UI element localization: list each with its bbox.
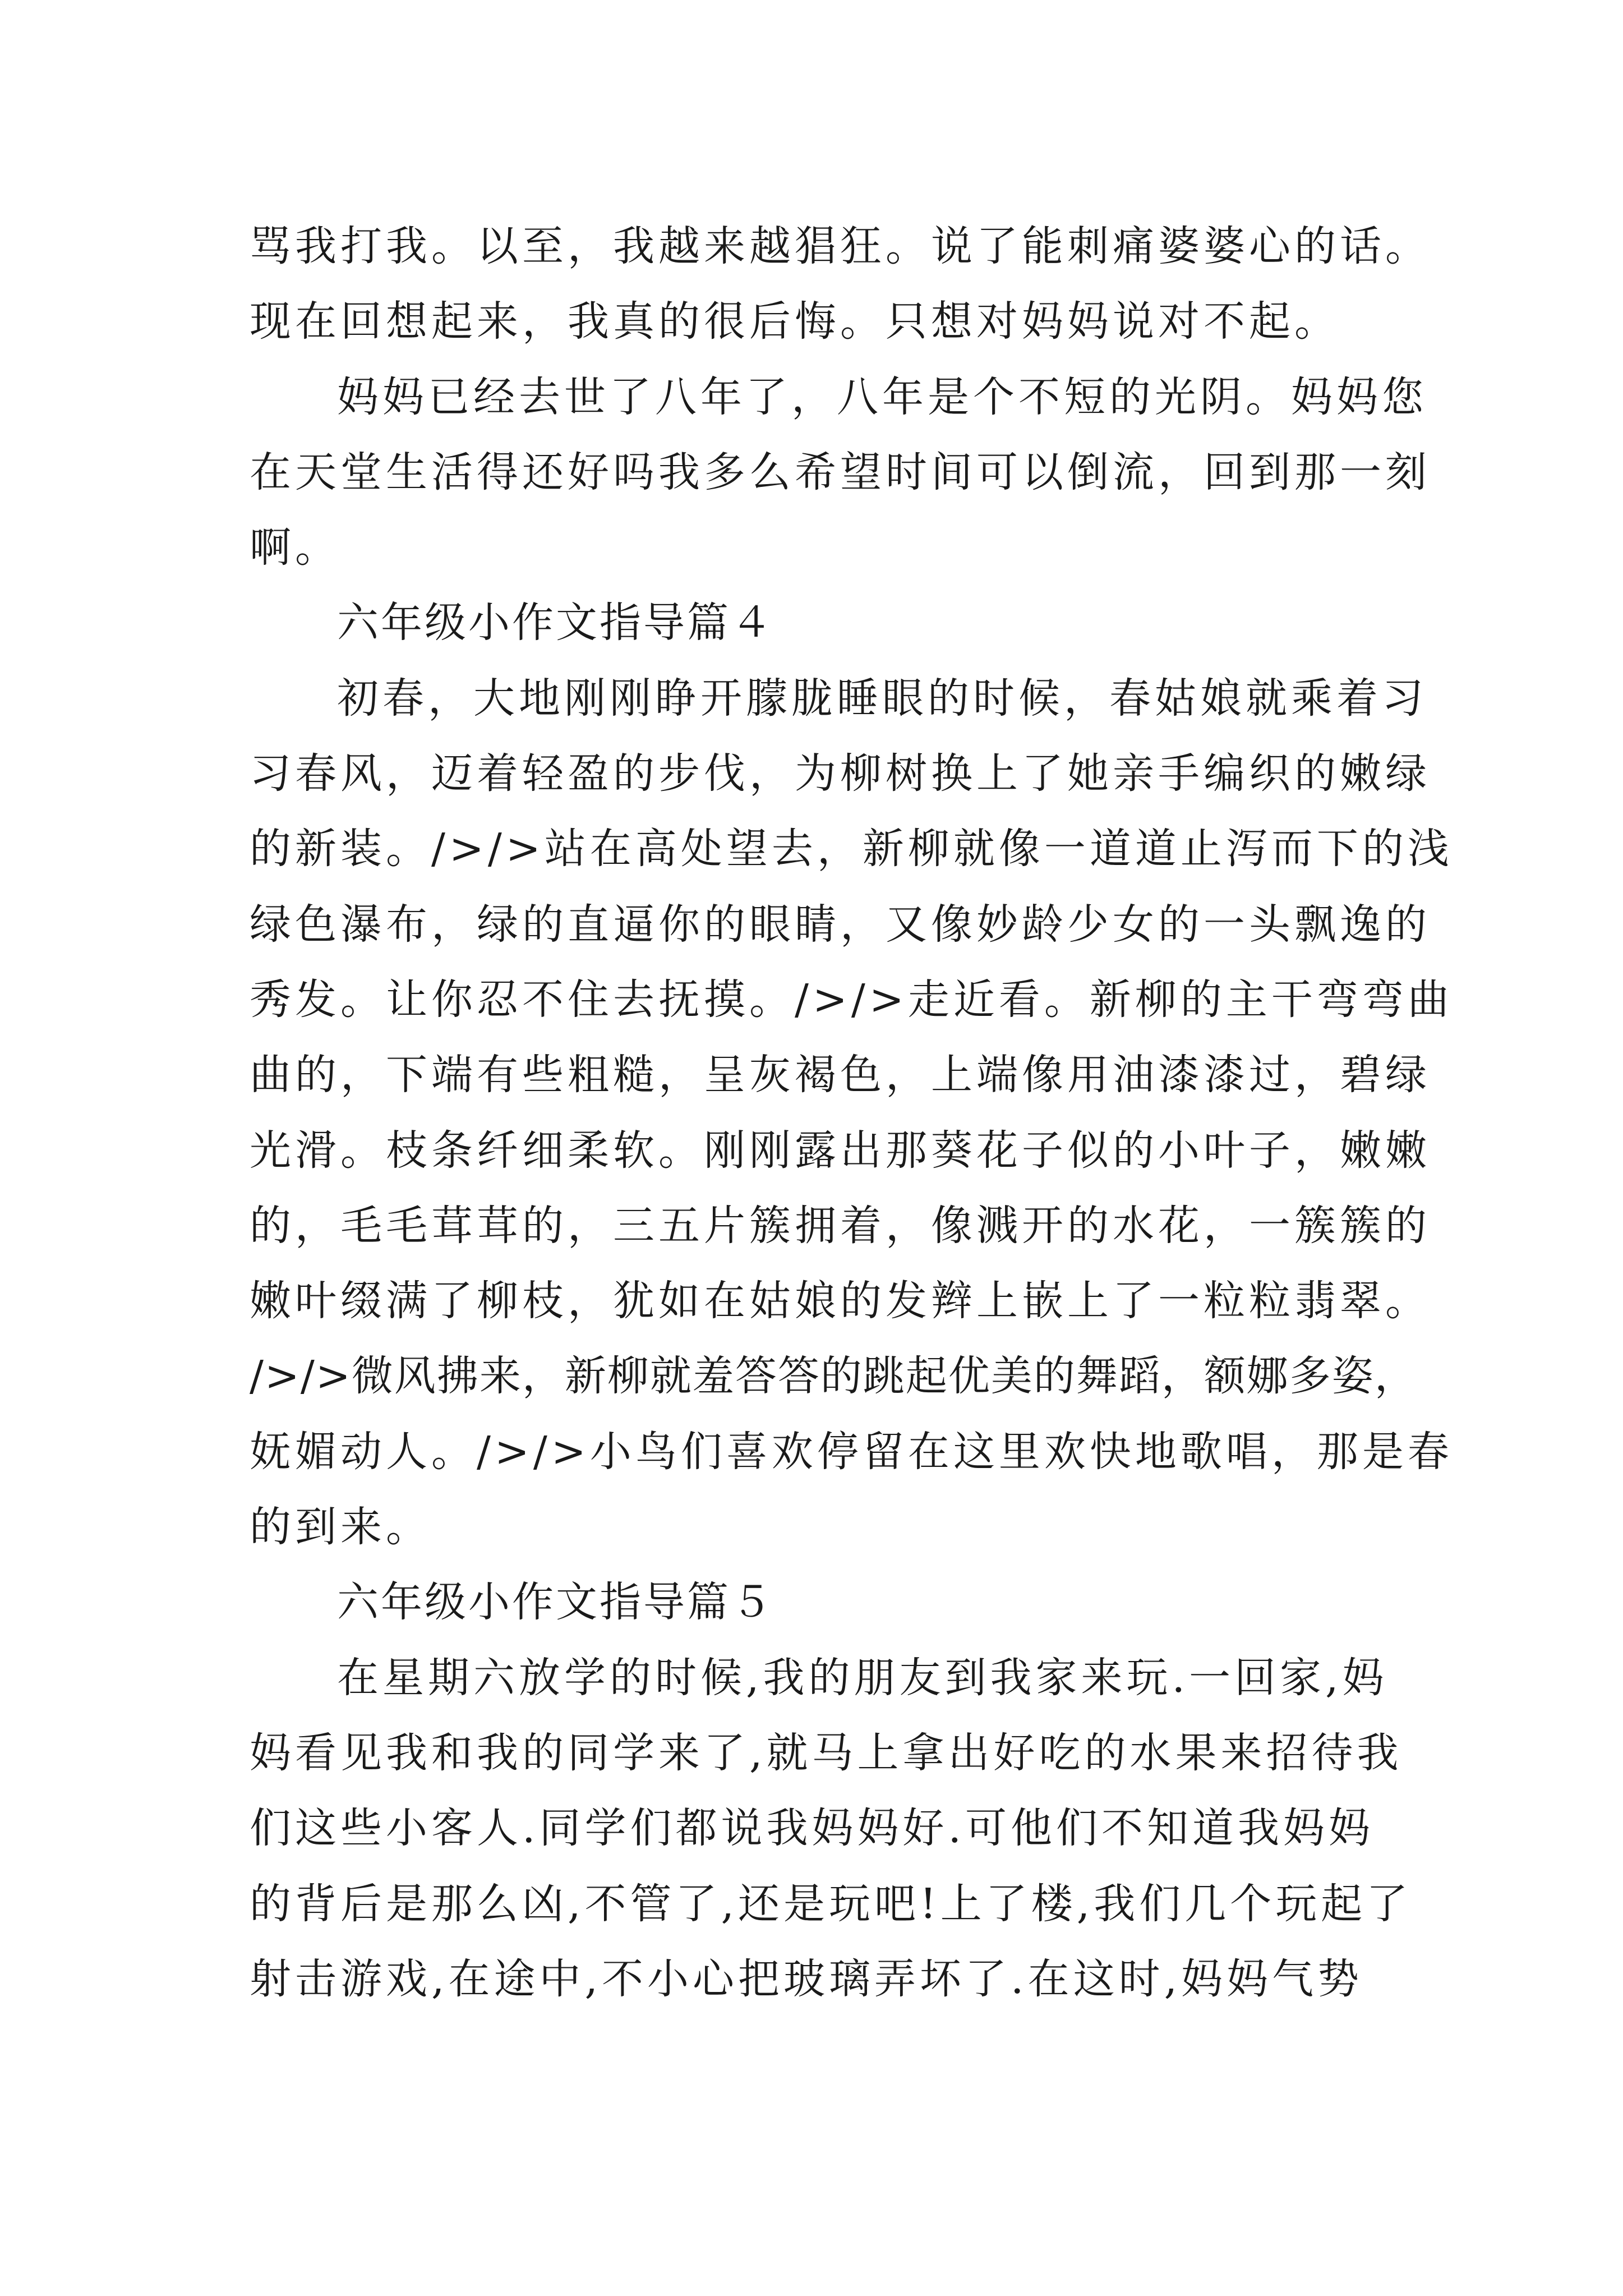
text-line: 啊。 (250, 523, 340, 572)
text-line: 习春风，迈着轻盈的步伐，为柳树换上了她亲手编织的嫩绿 (250, 749, 1431, 798)
text-line: 在星期六放学的时候,我的朋友到我家来玩.一回家,妈 (337, 1653, 1388, 1702)
paragraph-continuation (250, 209, 1431, 360)
heading-text: 六年级小作文指导篇４ (337, 599, 774, 647)
text-line: 初春，大地刚刚睁开朦胧睡眼的时候，春姑娘就乘着习 (337, 674, 1427, 723)
heading-text: 六年级小作文指导篇５ (337, 1578, 774, 1627)
text-line: 绿色瀑布，绿的直逼你的眼睛，又像妙龄少女的一头飘逸的 (250, 900, 1431, 949)
paragraph-mother-passed (250, 360, 1431, 586)
text-line: 曲的，下端有些粗糙，呈灰褐色，上端像用油漆漆过，碧绿 (250, 1051, 1431, 1099)
text-line: 的到来。 (250, 1503, 431, 1552)
section-heading-4 (250, 585, 1391, 660)
text-line: 们这些小客人.同学们都说我妈妈好.可他们不知道我妈妈 (250, 1804, 1375, 1853)
document-body (250, 209, 1453, 2017)
text-line: />/>微风拂来，新柳就羞答答的跳起优美的舞蹈，额娜多姿， (250, 1352, 1417, 1401)
text-line: 妈妈已经去世了八年了，八年是个不短的光阴。妈妈您 (337, 372, 1427, 421)
text-line: 的，毛毛茸茸的，三五片簇拥着，像溅开的水花，一簇簇的 (250, 1201, 1431, 1250)
section-heading-5 (250, 1565, 1391, 1640)
text-line: 在天堂生活得还好吗我多么希望时间可以倒流，回到那一刻 (250, 448, 1431, 496)
text-line: 骂我打我。以至，我越来越猖狂。说了能刺痛婆婆心的话。 (250, 222, 1431, 270)
text-line: 光滑。枝条纤细柔软。刚刚露出那葵花子似的小叶子，嫩嫩 (250, 1126, 1431, 1175)
text-line: 的背后是那么凶,不管了,还是玩吧!上了楼,我们几个玩起了 (250, 1879, 1412, 1928)
text-line: 射击游戏,在途中,不小心把玻璃弄坏了.在这时,妈妈气势 (250, 1954, 1363, 2003)
text-line: 嫩叶缀满了柳枝，犹如在姑娘的发辫上嵌上了一粒粒翡翠。 (250, 1277, 1431, 1326)
text-line: 现在回想起来，我真的很后悔。只想对妈妈说对不起。 (250, 297, 1340, 346)
paragraph-saturday-friends (250, 1640, 1412, 2017)
paragraph-spring-willow (250, 661, 1453, 1565)
text-line: 妈看见我和我的同学来了,就马上拿出好吃的水果来招待我 (250, 1728, 1403, 1777)
text-line: 的新装。/>/>站在高处望去，新柳就像一道道止泻而下的浅 (250, 825, 1453, 873)
text-line: 秀发。让你忍不住去抚摸。/>/>走近看。新柳的主干弯弯曲 (250, 975, 1453, 1024)
text-line: 妩媚动人。/>/>小鸟们喜欢停留在这里欢快地歌唱，那是春 (250, 1427, 1453, 1476)
